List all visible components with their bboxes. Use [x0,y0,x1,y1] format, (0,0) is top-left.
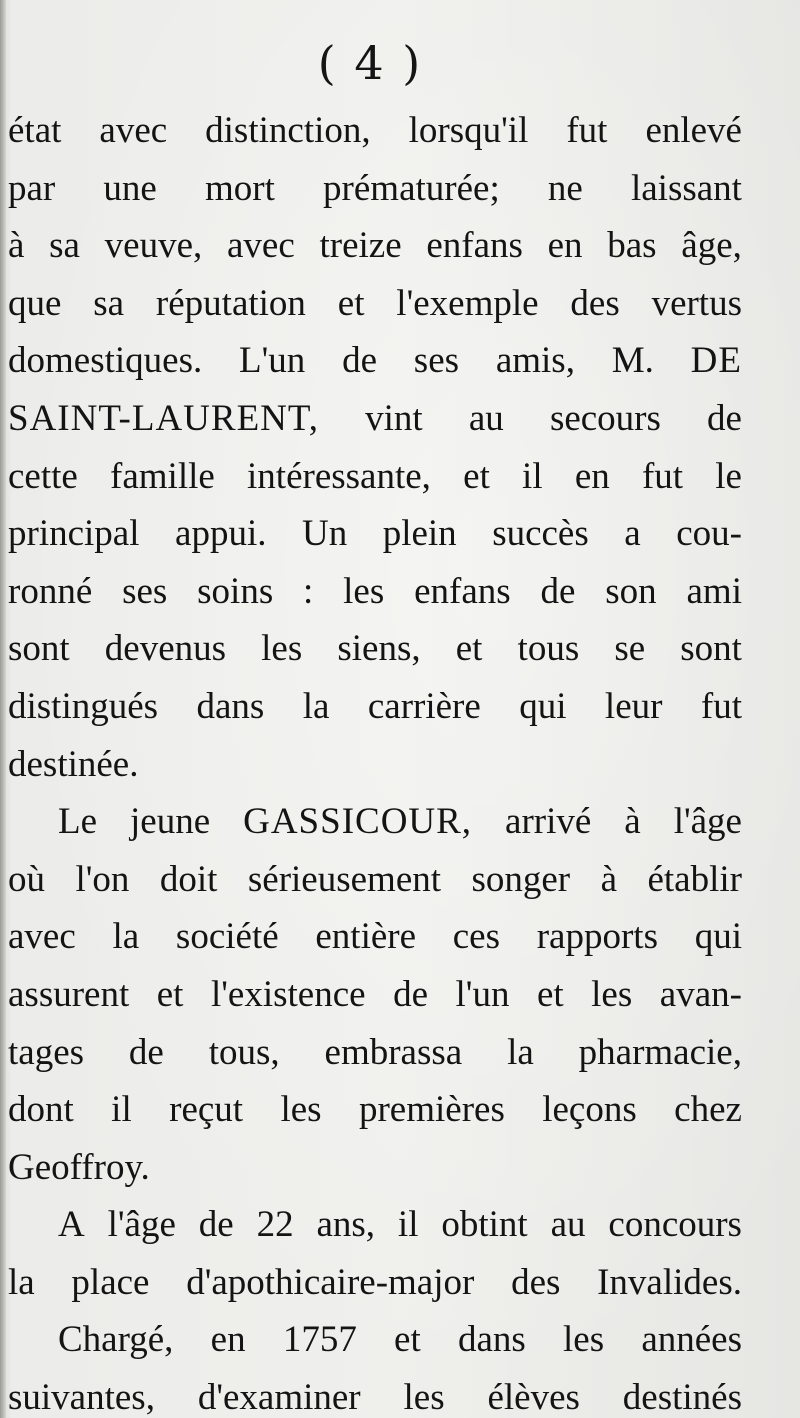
text-line: sont devenus les siens, et tous se sont [8,628,742,670]
text-line: Chargé, en 1757 et dans les années [58,1319,742,1361]
text-line: assurent et l'existence de l'un et les avan- [8,973,742,1015]
page-gutter [0,0,6,1418]
body-text [8,102,742,1418]
text-line: SAINT-LAURENT, vint au secours de [8,397,742,439]
text-line: à sa veuve, avec treize enfans en bas âge, [8,225,742,267]
text-line: cette famille intéressante, et il en fut le [8,455,742,497]
text-line: que sa réputation et l'exemple des vertus [8,282,742,324]
text-line: état avec distinction, lorsqu'il fut enlevé [8,110,742,151]
text-line: Le jeune GASSICOUR, arrivé à l'âge [58,801,742,843]
text-line: principal appui. Un plein succès a cou- [8,513,742,555]
text-line: par une mort prématurée; ne laissant [8,167,742,209]
text-line: où l'on doit sérieusement songer à établir [8,858,742,900]
text-line: suivantes, d'examiner les élèves destinés [8,1377,742,1418]
text-line: avec la société entière ces rapports qui [8,916,742,958]
text-line: distingués dans la carrière qui leur fut [8,685,742,727]
page-number: ( 4 ) [317,36,423,90]
text-line: destinée. [8,743,139,785]
text-line: Geoffroy. [8,1146,150,1188]
text-line: la place d'apothicaire-major des Invalides. [8,1261,742,1303]
text-line: dont il reçut les premières leçons chez [8,1089,742,1131]
text-line: tages de tous, embrassa la pharmacie, [8,1031,742,1073]
text-line: A l'âge de 22 ans, il obtint au concours [58,1204,742,1246]
text-line: ronné ses soins : les enfans de son ami [8,570,742,612]
text-line: domestiques. L'un de ses amis, M. DE [8,340,742,382]
